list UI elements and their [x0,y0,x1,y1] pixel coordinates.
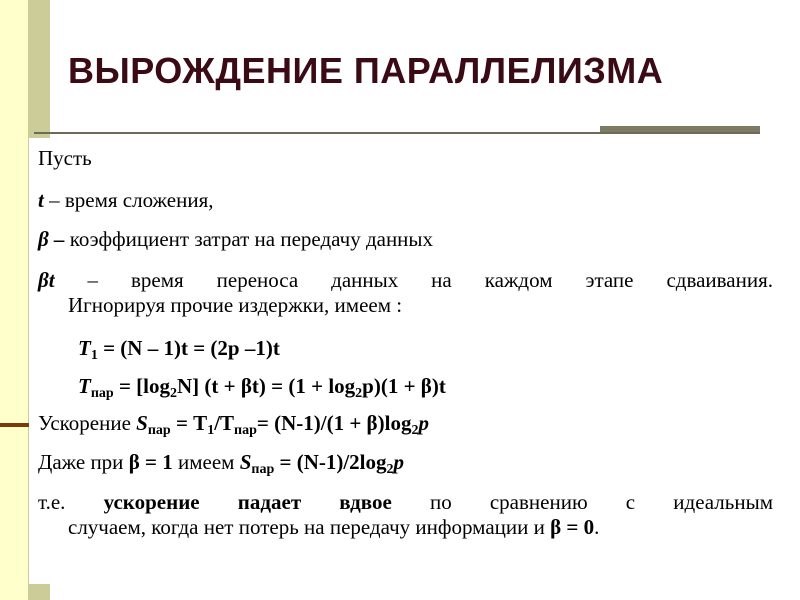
line-beta-definition: β – коэффициент затрат на передачу данных [38,227,434,251]
line-let: Пусть [38,146,92,170]
slide-title: ВЫРОЖДЕНИЕ ПАРАЛЛЕЛИЗМА [68,50,664,91]
formula-tpar: $T_{пар} = [\log_2N] (t + \beta t) = (1 + \log_2p)(1 + \beta)t$ [78,374,446,401]
line-conclusion: т.е. ускорение падает вдвое по сравнению с идеальным случаем, когда нет потерь на передачу информации и β = 0. [38,490,773,539]
line-even-when: Даже при β = 1 имеем $S_{пар} = (N-1)/2\log_2p$ [38,450,405,477]
formula-t1: $T_1 = (N - 1)t = (2p$ –1)t [78,336,280,363]
line-speedup: Ускорение $S_{пар} = T_1/T_{пар}= (N-1)/(1 + \beta)\log_2p$ [38,411,429,438]
title-rule [34,132,760,134]
line-beta-t-definition: βt – время переноса данных на каждом этапе сдваивания. Игнорируя прочие издержки, имеем : [38,268,773,317]
slide-content [29,138,781,584]
line-t-definition: t – время сложения, [38,188,214,212]
left-decor-band [0,0,28,600]
